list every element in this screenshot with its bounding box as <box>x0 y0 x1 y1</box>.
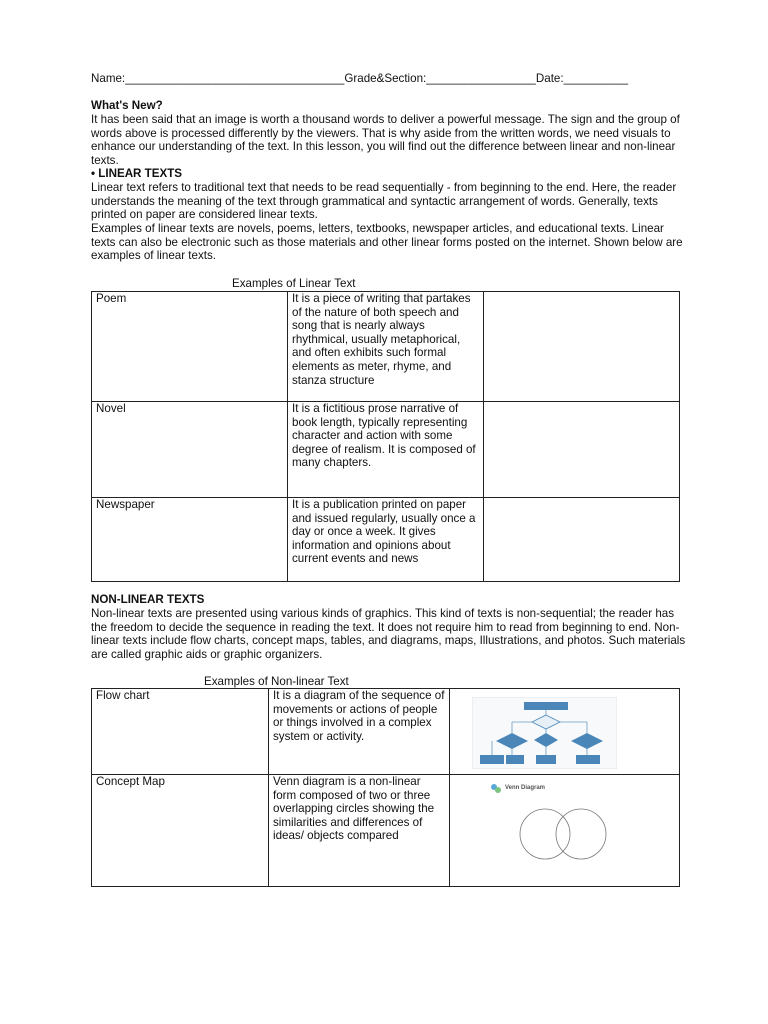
flowchart-box-4 <box>576 755 600 764</box>
venn-title: Venn Diagram <box>505 785 546 791</box>
venn-circle-left <box>520 809 570 859</box>
venn-circle-right <box>556 809 606 859</box>
whats-new-paragraph: It has been said that an image is worth a thousand words to deliver a powerful message. The sign and the group of words above is processed differently by the viewers. That is why aside from the written words, we need visuals to enhance our understanding of the text. In this lesson, you will find out the difference between linear and non-linear texts. <box>91 113 680 167</box>
table-row <box>92 498 680 582</box>
nonlinear-table-caption: Examples of Non-linear Text <box>204 675 349 688</box>
name-label: Name: <box>91 72 126 85</box>
blank-cell[interactable] <box>484 402 680 498</box>
flowchart-start-box <box>524 702 568 710</box>
definition-cell: It is a fictitious prose narrative of book length, typically representing character and action with some degree of realism. It is composed of many chapters. <box>288 402 484 498</box>
definition-cell: Venn diagram is a non-linear form composed of two or three overlapping circles showing the similarities and differences of ideas/ objects compared <box>269 775 450 887</box>
term-cell: Poem <box>92 292 288 402</box>
term-cell: Novel <box>92 402 288 498</box>
name-field[interactable]: __________________________________ <box>125 72 345 85</box>
linear-para-2: Examples of linear texts are novels, poems, letters, textbooks, newspaper articles, and educational texts. Linear texts can also be electronic such as those materials and other linear forms posted on the internet. Shown below are examples of linear texts. <box>91 222 683 263</box>
term-cell: Flow chart <box>92 689 269 775</box>
linear-text-table <box>91 291 680 582</box>
venn-graphic <box>489 781 639 863</box>
definition-cell: It is a diagram of the sequence of movements or actions of people or things involved in a complex system or activity. <box>269 689 450 775</box>
flowchart-box-2 <box>506 755 524 764</box>
venn-logo-icon <box>491 784 501 793</box>
nonlinear-paragraph: Non-linear texts are presented using various kinds of graphics. This kind of texts is non-sequential; the reader has the freedom to decide the sequence in reading the text. It does not require him to read from beginning to end. Non-linear texts include flow charts, concept maps, tables, and diagrams, maps, Illustrations, and photos. Such materials are called graphic aids or graphic organizers. <box>91 607 686 661</box>
date-field[interactable]: __________ <box>563 72 629 85</box>
grade-section-field[interactable]: _________________ <box>426 72 536 85</box>
blank-cell[interactable] <box>484 292 680 402</box>
table-row <box>92 292 680 402</box>
venn-illustration <box>489 781 639 867</box>
table-row <box>92 402 680 498</box>
flowchart-illustration <box>472 697 617 769</box>
linear-para-1: Linear text refers to traditional text that needs to be read sequentially - from beginning to the end. Here, the reader understands the meaning of the text through grammatical and syntactic arrangement of words. Generally, texts printed on paper are considered linear texts. <box>91 181 677 222</box>
grade-section-label: Grade&Section: <box>344 72 427 85</box>
linear-texts-heading: • LINEAR TEXTS <box>91 167 183 180</box>
flowchart-box-1 <box>480 755 504 764</box>
term-cell: Concept Map <box>92 775 269 887</box>
definition-cell: It is a publication printed on paper and issued regularly, usually once a day or once a week. It gives information and opinions about current events and news <box>288 498 484 582</box>
term-cell: Newspaper <box>92 498 288 582</box>
student-info-header <box>91 72 681 86</box>
blank-cell[interactable] <box>484 498 680 582</box>
linear-table-caption: Examples of Linear Text <box>232 277 356 290</box>
whats-new-heading: What's New? <box>91 99 163 112</box>
date-label: Date: <box>535 72 564 85</box>
flowchart-box-3 <box>536 755 556 764</box>
nonlinear-texts-heading: NON-LINEAR TEXTS <box>91 593 205 606</box>
definition-cell: It is a piece of writing that partakes of the nature of both speech and song that is nearly always rhythmical, usually metaphorical, and often exhibits such formal elements as meter, rhyme, and stanza structure <box>288 292 484 402</box>
